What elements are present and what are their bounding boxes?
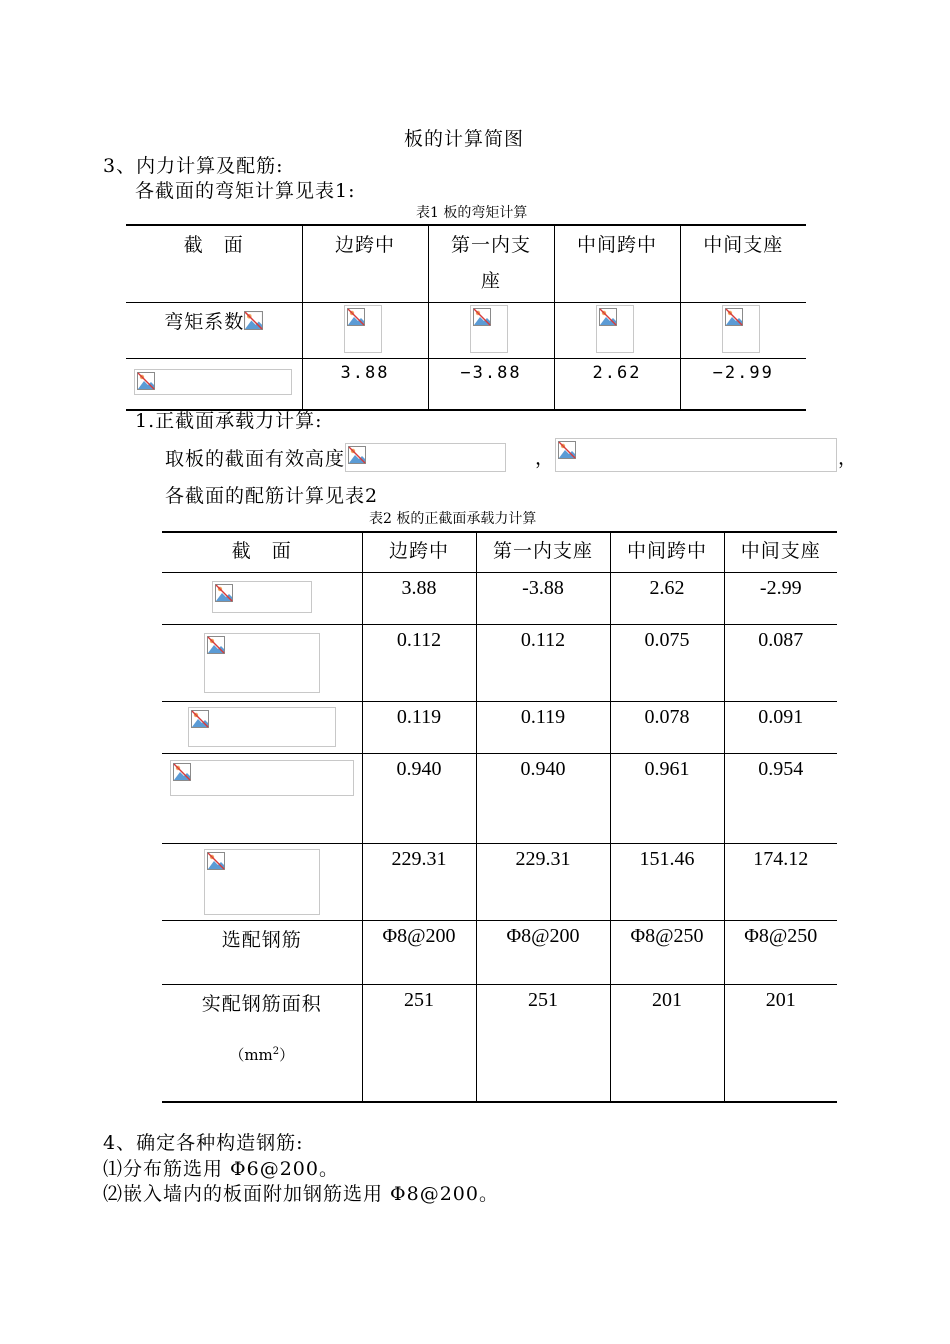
t2-cell: 151.46: [610, 843, 724, 920]
t1-header-first-support-line1: 第一内支: [450, 234, 531, 256]
t1-header-side-span: 边跨中: [302, 225, 428, 302]
table2-caption: 表2 板的正截面承载力计算: [369, 511, 537, 527]
t2-header-side-span: 边跨中: [362, 532, 476, 572]
broken-image-icon: [347, 308, 365, 326]
t2-area-unit-open: （mm: [229, 1045, 273, 1064]
broken-image-icon: [215, 584, 233, 602]
broken-image-icon: [207, 636, 225, 654]
t2-cell: 0.091: [724, 701, 837, 753]
sub1-line2: 各截面的配筋计算见表2: [165, 485, 379, 507]
broken-image-icon: [191, 710, 209, 728]
broken-image-icon: [558, 441, 576, 459]
section4-item2: ⑵嵌入墙内的板面附加钢筋选用 Φ8@200。: [103, 1183, 499, 1205]
comma-1: ，: [535, 447, 556, 469]
t2-cell: 0.075: [610, 624, 724, 701]
formula-image: [596, 305, 634, 353]
effective-depth-text: 取板的截面有效高度: [165, 448, 346, 470]
section3-heading: 3、内力计算及配筋:: [103, 155, 284, 177]
broken-image-icon: [348, 446, 366, 464]
t1-header-mid-support: 中间支座: [680, 225, 806, 302]
formula-image: [722, 305, 760, 353]
t2-cell: 0.112: [476, 624, 610, 701]
t1-moment-label: [126, 358, 302, 410]
t2-area-unit: [162, 1044, 362, 1065]
t2-cell: -3.88: [476, 572, 610, 624]
t2-cell: Φ8@200: [476, 920, 610, 984]
formula-image: [344, 305, 382, 353]
t2-area-label: 实配钢筋面积: [201, 992, 322, 1015]
broken-image-icon: [173, 763, 191, 781]
t2-cell: 251: [476, 984, 610, 1102]
t1-header-mid-span: 中间跨中: [554, 225, 680, 302]
broken-image-icon: [725, 308, 743, 326]
t1-moment-value: −3.88: [428, 358, 554, 410]
sub1-line1: [165, 443, 506, 472]
t2-cell: 0.119: [476, 701, 610, 753]
t2-header-mid-support: 中间支座: [724, 532, 837, 572]
t1-coef-label-cell: [126, 302, 302, 358]
t2-cell: 0.940: [476, 753, 610, 843]
t1-header-first-support: [428, 225, 554, 302]
t2-header-first-support: 第一内支座: [476, 532, 610, 572]
t2-cell: 0.940: [362, 753, 476, 843]
figure-caption: 板的计算简图: [404, 128, 525, 150]
t2-cell: 201: [724, 984, 837, 1102]
t2-select-label: 选配钢筋: [162, 920, 362, 984]
t2-row-label: [162, 624, 362, 701]
t2-row-label: [162, 843, 362, 920]
t1-coef-img: [554, 302, 680, 358]
t1-moment-value: 3.88: [302, 358, 428, 410]
formula-image: [204, 849, 320, 915]
t2-cell: -2.99: [724, 572, 837, 624]
sub1-heading: 1.正截面承载力计算:: [135, 410, 323, 432]
broken-image-icon: [599, 308, 617, 326]
t2-area-unit-sup: 2: [272, 1045, 280, 1057]
broken-image-icon: [207, 852, 225, 870]
broken-image-icon: [244, 311, 263, 330]
t1-coef-img: [302, 302, 428, 358]
formula-image: [134, 369, 292, 395]
t2-header-mid-span: 中间跨中: [610, 532, 724, 572]
t2-row-label: [162, 753, 362, 843]
t2-cell: 174.12: [724, 843, 837, 920]
t2-cell: Φ8@200: [362, 920, 476, 984]
t2-cell: 3.88: [362, 572, 476, 624]
t1-moment-value: 2.62: [554, 358, 680, 410]
t2-cell: 0.119: [362, 701, 476, 753]
table1-caption: 表1 板的弯矩计算: [416, 205, 528, 221]
t2-cell: Φ8@250: [610, 920, 724, 984]
t2-cell: 201: [610, 984, 724, 1102]
t2-row-label: [162, 701, 362, 753]
formula-image: [170, 760, 354, 796]
t2-row-label: [162, 572, 362, 624]
t2-cell: 2.62: [610, 572, 724, 624]
broken-image-icon: [473, 308, 491, 326]
t2-cell: 229.31: [362, 843, 476, 920]
formula-image: [470, 305, 508, 353]
t2-cell: Φ8@250: [724, 920, 837, 984]
section3-intro: 各截面的弯矩计算见表1:: [135, 180, 356, 202]
t2-cell: 0.087: [724, 624, 837, 701]
section4-item1: ⑴分布筋选用 Φ6@200。: [103, 1158, 339, 1180]
moment-table: [126, 224, 806, 411]
section4-heading: 4、确定各种构造钢筋:: [103, 1132, 304, 1154]
t1-coef-img: [428, 302, 554, 358]
comma-2: ，: [838, 447, 859, 469]
formula-image: [188, 707, 336, 747]
t2-area-unit-close: ）: [279, 1045, 295, 1064]
t2-cell: 0.954: [724, 753, 837, 843]
t2-cell: 229.31: [476, 843, 610, 920]
t1-coef-img: [680, 302, 806, 358]
t2-cell: 0.112: [362, 624, 476, 701]
t2-cell: 0.961: [610, 753, 724, 843]
t2-area-label-cell: [162, 984, 362, 1102]
formula-image: [345, 443, 506, 472]
formula-image: [555, 438, 837, 472]
broken-image-icon: [137, 372, 155, 390]
t1-coef-label: 弯矩系数: [164, 310, 245, 333]
t2-cell: 251: [362, 984, 476, 1102]
formula-image: [204, 633, 320, 693]
t2-header-section: 截 面: [162, 532, 362, 572]
t2-cell: 0.078: [610, 701, 724, 753]
t1-header-section: 截 面: [126, 225, 302, 302]
t1-header-first-support-line2: 座: [480, 270, 501, 292]
t1-moment-value: −2.99: [680, 358, 806, 410]
flexural-capacity-table: [162, 531, 837, 1103]
formula-image: [212, 581, 312, 613]
